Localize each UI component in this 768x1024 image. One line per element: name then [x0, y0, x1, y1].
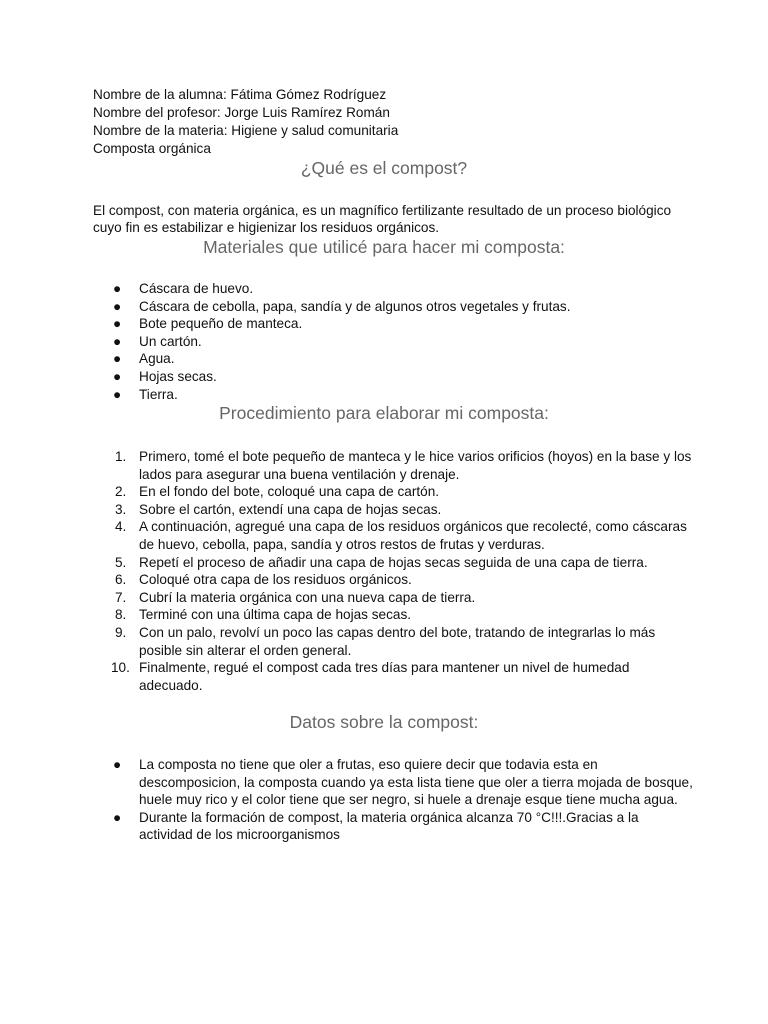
bullet-icon: ● — [113, 368, 122, 384]
list-item: ● Un cartón. — [113, 333, 202, 349]
header-block — [93, 86, 398, 158]
bullet-icon: ● — [113, 281, 122, 296]
list-item: 5. Repetí el proceso de añadir una capa de hojas secas seguida de una capa de tierra. — [115, 554, 648, 570]
list-item: 10. Finalmente, regué el compost cada tres días para mantener un nivel de humedad adecuado. — [111, 660, 630, 693]
list-item: ● Durante la formación de compost, la materia orgánica alcanza 70 °C!!!.Gracias a la actividad de los microorganismos — [113, 809, 639, 843]
list-item: 2. En el fondo del bote, coloqué una capa de cartón. — [115, 484, 440, 500]
step-number: 3. — [115, 501, 127, 517]
step-number: 4. — [115, 519, 127, 535]
list-item: 6. Coloqué otra capa de los residuos orgánicos. — [115, 572, 412, 588]
section-title-materials: Materiales que utilicé para hacer mi composta: — [203, 237, 565, 257]
topic-name: Composta orgánica — [93, 141, 211, 156]
step-number: 9. — [115, 624, 127, 640]
list-item: ● Cáscara de cebolla, papa, sandía y de algunos otros vegetales y frutas. — [113, 298, 571, 314]
list-item: ● Tierra. — [113, 386, 178, 402]
list-item: 8. Terminé con una última capa de hojas secas. — [115, 607, 412, 623]
step-number: 10. — [111, 660, 130, 676]
step-number: 1. — [115, 449, 127, 464]
list-item: 3. Sobre el cartón, extendí una capa de hojas secas. — [115, 501, 442, 517]
step-number: 6. — [115, 572, 127, 588]
step-number: 2. — [115, 484, 127, 500]
bullet-icon: ● — [113, 351, 122, 367]
section-title-compost-facts: Datos sobre la compost: — [289, 712, 479, 732]
bullet-icon: ● — [113, 757, 122, 772]
bullet-icon: ● — [113, 298, 122, 314]
bullet-icon: ● — [113, 386, 122, 402]
step-number: 8. — [115, 607, 127, 623]
procedure-list — [93, 448, 693, 694]
materials-list — [93, 280, 693, 403]
list-item: ● Agua. — [113, 351, 175, 367]
list-item: ● La composta no tiene que oler a frutas, eso quiere decir que todavia esta en descomposicion, la composta cuando ya esta lista tiene que oler a tierra mojada de bosque, huele muy rico y el color tiene que ser negro, si huele a drenaje esque tiene mucha agua. — [113, 757, 693, 808]
facts-list — [93, 756, 693, 844]
bullet-icon: ● — [113, 333, 122, 349]
subject-name: Nombre de la materia: Higiene y salud comunitaria — [93, 123, 399, 138]
list-item: 9. Con un palo, revolví un poco las capas dentro del bote, tratando de integrarlas lo más posible sin alterar el orden general. — [115, 624, 656, 658]
bullet-icon: ● — [113, 809, 122, 825]
step-number: 7. — [115, 589, 127, 605]
section-title-procedure: Procedimiento para elaborar mi composta: — [219, 403, 549, 423]
list-item: ● Bote pequeño de manteca. — [113, 316, 303, 332]
bullet-icon: ● — [113, 316, 122, 332]
list-item: 1. Primero, tomé el bote pequeño de manteca y le hice varios orificios (hoyos) en la base y los lados para asegurar una buena ventilación y drenaje. — [115, 449, 692, 482]
list-item: ● Hojas secas. — [113, 368, 217, 384]
student-name: Nombre de la alumna: Fátima Gómez Rodríguez — [93, 87, 387, 102]
list-item: 4. A continuación, agregué una capa de los residuos orgánicos que recolecté, como cáscaras de huevo, cebolla, papa, sandía y otros restos de frutas y verduras. — [115, 519, 687, 552]
teacher-name: Nombre del profesor: Jorge Luis Ramírez Román — [93, 105, 390, 120]
list-item: ● Cáscara de huevo. — [113, 281, 254, 296]
section-title-what-is-compost: ¿Qué es el compost? — [300, 158, 468, 178]
step-number: 5. — [115, 554, 127, 570]
compost-definition: El compost, con materia orgánica, es un magnífico fertilizante resultado de un proceso biológico cuyo fin es estabilizar e higienizar los residuos orgánicos. — [93, 203, 672, 235]
list-item: 7. Cubrí la materia orgánica con una nueva capa de tierra. — [115, 589, 476, 605]
